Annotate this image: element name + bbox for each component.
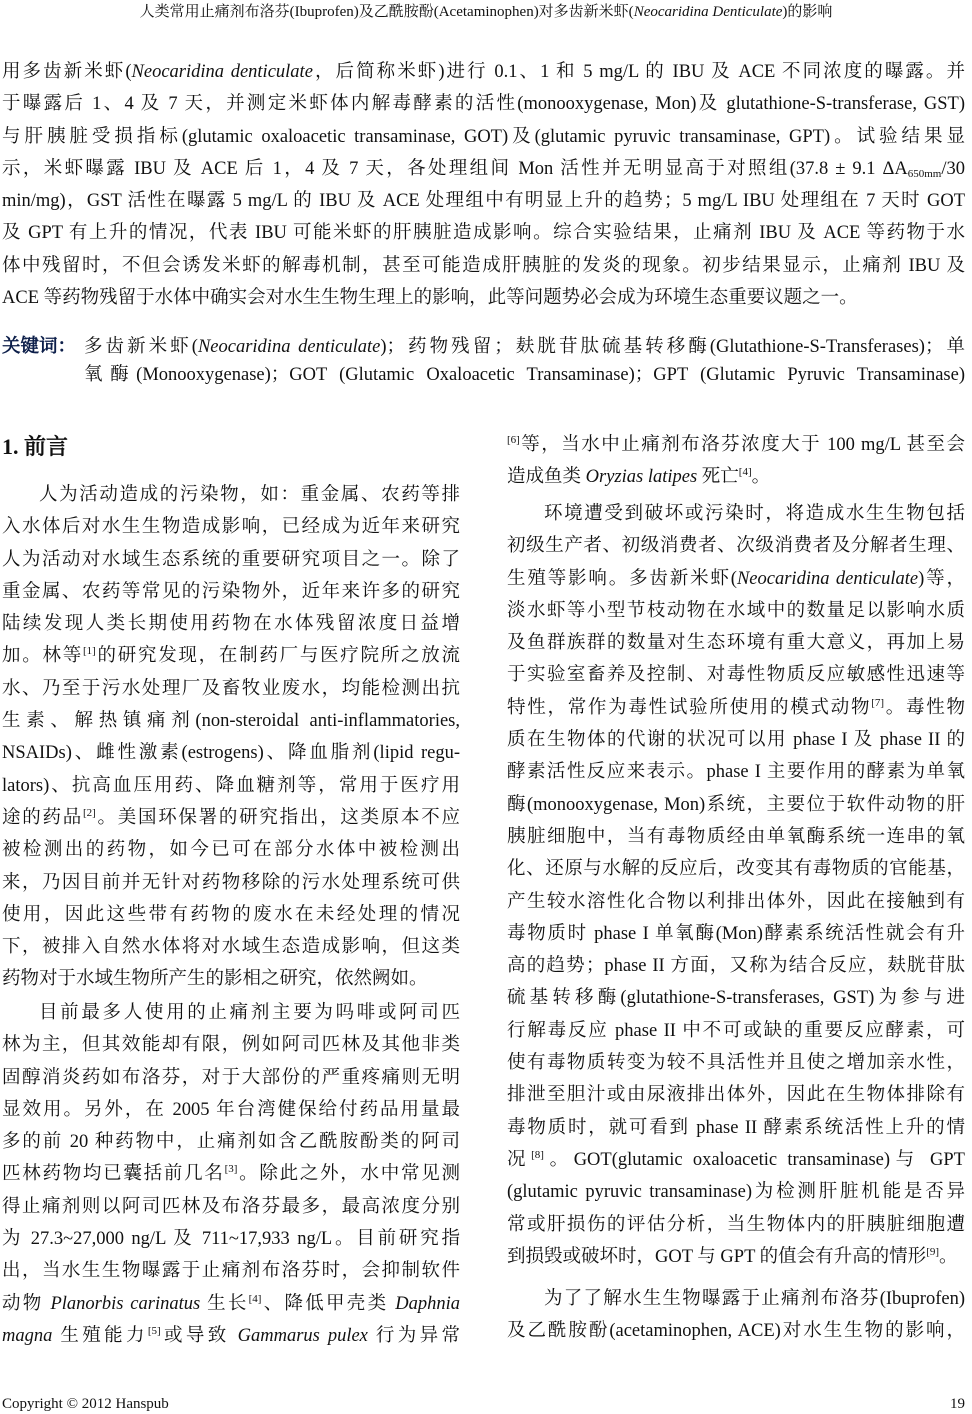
- text-span: 排泄至胆汁或由尿液排出体外，因此在生物体排除有: [507, 1085, 965, 1106]
- text-span: min/mg)，GST 活性在曝露 5 mg/L 的 IBU 及 ACE 处理组中有明显上升的趋势；5 mg/L IBU 处理组在 7 天时 GOT: [2, 191, 965, 212]
- citation-ref: [4]: [248, 1292, 262, 1305]
- text-line: [507, 756, 965, 788]
- text-span: 多的前 20 种药物中，止痛剂如含乙酰胺酚类的阿司: [2, 1132, 460, 1153]
- text-span: 入水体后对水生生物造成影响，已经成为近年来研究: [2, 517, 460, 538]
- citation-ref: [3]: [224, 1163, 238, 1176]
- text-span: 下，被排入自然水体将对水域生态造成影响，但这类: [2, 937, 460, 958]
- text-line: [2, 673, 460, 705]
- text-span: 。美国环保署的研究指出，这类原本不应: [95, 807, 460, 828]
- text-span: 陆续发现人类长期使用药物在水体残留浓度日益增: [2, 614, 460, 635]
- text-span: 毒物质时 phase I 单氧酶(Mon)酵素系统活性就会有升: [507, 923, 965, 944]
- text-span: 于曝露后 1、4 及 7 天，并测定米虾体内解毒酵素的活性(monooxygenase, Mon)及 glutathione-S-transferase, GST): [2, 94, 965, 115]
- text-span: 淡水虾等小型节枝动物在水域中的数量足以影响水质: [507, 600, 965, 621]
- section-title: 1. 前言: [2, 434, 69, 459]
- text-span: 及鱼群族群的数量对生态环境有重大意义，再加上易: [507, 633, 965, 654]
- paragraph-right-3: [507, 1283, 965, 1348]
- text-line: [507, 595, 965, 627]
- text-span: 生殖能力: [52, 1325, 148, 1346]
- text-line: [507, 886, 965, 918]
- text-span: 生素、解热镇痛剂(non-steroidal anti-inflammatories,: [2, 711, 460, 732]
- text-span: 、降低甲壳类: [261, 1293, 396, 1314]
- text-line: [2, 867, 460, 899]
- italic-term: Gammarus pulex: [237, 1325, 368, 1346]
- text-span: )；药物残留；麸胱苷肽硫基转移酶(Glutathione-S-Transferases)；单: [380, 337, 965, 357]
- text-span: 显效用。另外，在 2005 年台湾健保给付药品用量最: [2, 1099, 460, 1120]
- text-span: 初级生产者、初级消费者、次级消费者及分解者生理、: [507, 536, 965, 557]
- citation-ref: [7]: [871, 696, 885, 709]
- paragraph-left-1: [2, 479, 460, 996]
- text-span: 等，当水中止痛剂布洛芬浓度大于 100 mg/L 甚至会: [519, 435, 965, 455]
- text-span: 于实验室畜养及控制、对毒性物质反应敏感性迅速等: [507, 665, 965, 686]
- text-line: [507, 724, 965, 756]
- text-span: 出，当水生生物曝露于止痛剂布洛芬时，会抑制软件: [2, 1261, 460, 1282]
- text-span: 水、乃至于污水处理厂及畜牧业废水，均能检测出抗: [2, 678, 460, 699]
- text-line: [2, 608, 460, 640]
- text-line: [84, 333, 965, 361]
- text-span: 高的趋势；phase II 方面，又称为结合反应，麸胱苷肽: [507, 956, 965, 977]
- text-line: [2, 963, 460, 995]
- text-span: 硫基转移酶(glutathione-S-transferases, GST)为参与进: [507, 988, 965, 1009]
- text-line: [2, 1158, 460, 1190]
- text-line: [507, 692, 965, 724]
- text-span: 动物: [2, 1293, 51, 1314]
- text-line: [2, 88, 965, 120]
- citation-ref: [2]: [82, 806, 96, 819]
- italic-term: magna: [2, 1325, 53, 1346]
- italic-term: Daphnia: [395, 1293, 460, 1314]
- text-span: 死亡: [697, 467, 739, 488]
- text-line: [507, 1209, 965, 1241]
- text-line: [507, 1176, 965, 1208]
- text-line: [2, 1223, 460, 1255]
- text-span: 行解毒反应 phase II 中不可或缺的重要反应酵素，可: [507, 1020, 965, 1041]
- text-line: [507, 789, 965, 821]
- text-line: [2, 576, 460, 608]
- text-span: ，后简称米虾)进行 0.1、1 和 5 mg/L 的 IBU 及 ACE 不同浓度的曝露。并: [312, 62, 965, 82]
- text-line: [2, 802, 460, 834]
- text-line: [2, 250, 965, 282]
- text-line: [2, 834, 460, 866]
- text-line: [507, 1112, 965, 1144]
- text-span: )等，: [918, 568, 965, 589]
- text-span: 或导致: [160, 1325, 238, 1346]
- text-line: [507, 1144, 965, 1176]
- text-line: [507, 461, 965, 493]
- text-line: [2, 899, 460, 931]
- italic-term: Neocaridina denticulate: [197, 337, 381, 357]
- text-line: [2, 1191, 460, 1223]
- text-span: 环境遭受到破坏或污染时，将造成水生生物包括: [544, 504, 965, 524]
- text-span: (glutamic pyruvic transaminase)为检测肝脏机能是否异: [507, 1182, 965, 1203]
- italic-term: Neocaridina denticulate: [131, 62, 313, 82]
- text-line: [507, 918, 965, 950]
- italic-term: Planorbis carinatus: [50, 1293, 201, 1314]
- text-span: 常或肝损伤的评估分析，当生物体内的肝胰脏细胞遭: [507, 1214, 965, 1235]
- text-span: 目前最多人使用的止痛剂主要为吗啡或阿司匹: [39, 1003, 460, 1023]
- keywords-label: 关键词：: [2, 337, 77, 357]
- text-span: NSAIDs)、雌性激素(estrogens)、降血脂剂(lipid regu-: [2, 743, 460, 764]
- text-line: [2, 282, 965, 314]
- text-span: lators)、抗高血压用药、降血糖剂等，常用于医疗用: [2, 775, 460, 796]
- citation-ref: [9]: [926, 1245, 940, 1258]
- text-line: [507, 982, 965, 1014]
- text-span: 质在生物体的代谢的状况可以用 phase I 及 phase II 的: [507, 730, 965, 751]
- text-span: 行为异常: [367, 1325, 460, 1346]
- text-line: [507, 1079, 965, 1111]
- text-line: [2, 705, 460, 737]
- text-span: 。: [939, 1246, 958, 1267]
- text-line: [2, 931, 460, 963]
- keywords: [84, 333, 965, 389]
- text-span: 酵素活性反应来表示。phase I 主要作用的酵素为单氧: [507, 762, 965, 783]
- text-span: 为了了解水生生物曝露于止痛剂布洛芬(Ibuprofen): [544, 1289, 965, 1309]
- text-span: 的研究发现，在制药厂与医疗院所之放流: [95, 646, 460, 667]
- text-span: 与肝胰脏受损指标(glutamic oxaloacetic transaminase, GOT)及(glutamic pyruvic transaminase, GPT)。试验结果显: [2, 126, 965, 147]
- text-line: [2, 1094, 460, 1126]
- text-span: 产生较水溶性化合物以利排出体外，因此在接触到有: [507, 891, 965, 912]
- text-line: [507, 821, 965, 853]
- text-span: 造成鱼类: [507, 467, 586, 488]
- text-line: [2, 1320, 460, 1352]
- text-line: [2, 217, 965, 249]
- text-span: 林为主，但其效能却有限，例如阿司匹林及其他非类: [2, 1035, 460, 1056]
- text-span: 途的药品: [2, 807, 83, 828]
- text-span: 。毒性物: [884, 697, 965, 718]
- text-span: 匹林药物均已囊括前几名: [2, 1164, 225, 1185]
- text-span: 多齿新米虾(: [84, 337, 198, 357]
- text-span: 氧酶(Monooxygenase)；GOT (Glutamic Oxaloacetic Transaminase)；GPT (Glutamic Pyruvic Transaminase): [84, 365, 965, 385]
- text-line: [507, 530, 965, 562]
- citation-ref: [6]: [507, 434, 520, 446]
- text-line: [2, 640, 460, 672]
- text-span: 到损毁或破坏时，GOT 与 GPT 的值会有升高的情形: [507, 1246, 927, 1267]
- citation-ref: [4]: [738, 466, 752, 479]
- text-span: 体中残留时，不但会诱发米虾的解毒机制，甚至可能造成肝胰脏的发炎的现象。初步结果显示，止痛剂 IBU 及: [2, 255, 965, 276]
- text-line: [2, 544, 460, 576]
- text-span: 及 GPT 有上升的情况，代表 IBU 可能米虾的肝胰脏造成影响。综合实验结果，止痛剂 IBU 及 ACE 等药物于水: [2, 223, 965, 244]
- text-span: 。: [751, 467, 771, 488]
- text-span: 酶(monooxygenase, Mon)系统，主要位于软件动物的肝: [507, 794, 965, 815]
- paragraph-right-2: [507, 498, 965, 1273]
- text-line: [507, 627, 965, 659]
- text-span: 特性，常作为毒性试验所使用的模式动物: [507, 697, 872, 718]
- citation-ref: [8]: [531, 1148, 544, 1161]
- text-line: [507, 498, 965, 530]
- text-span: 示，米虾曝露 IBU 及 ACE 后 1，4 及 7 天，各处理组间 Mon 活性并无明显高于对照组(37.8 ± 9.1 ΔA: [2, 158, 908, 179]
- text-line: [507, 659, 965, 691]
- text-line: [2, 737, 460, 769]
- text-line: [2, 1255, 460, 1287]
- text-span: 人为活动对水域生态系统的重要研究项目之一。除了: [2, 549, 460, 570]
- text-line: [2, 1288, 460, 1320]
- text-line: [2, 56, 965, 88]
- italic-term: Neocaridina denticulate: [736, 568, 919, 589]
- abstract: [2, 56, 965, 314]
- text-span: 使有毒物质转变为较不具活性并且使之增加亲水性，: [507, 1053, 965, 1074]
- text-span: 化、还原与水解的反应后，改变其有毒物质的官能基，: [507, 859, 965, 880]
- text-line: [2, 1062, 460, 1094]
- text-span: 。GOT(glutamic oxaloacetic transaminase)与 GPT: [543, 1149, 965, 1170]
- text-line: [507, 429, 965, 461]
- citation-ref: [1]: [82, 645, 96, 658]
- text-span: /30: [941, 158, 965, 179]
- text-span: 毒物质时，就可看到 phase II 酵素系统活性上升的情: [507, 1117, 965, 1138]
- running-header: 人类常用止痛剂布洛芬(Ibuprofen)及乙酰胺酚(Acetaminophen)对多齿新米虾(Neocaridina Denticulate)的影响: [139, 4, 833, 20]
- text-span: 生殖等影响。多齿新米虾(: [507, 568, 737, 589]
- text-line: [2, 511, 460, 543]
- text-line: [507, 1015, 965, 1047]
- italic-term: Oryzias latipes: [585, 467, 698, 488]
- text-line: [2, 479, 460, 511]
- text-line: [2, 1126, 460, 1158]
- text-span: 。除此之外，水中常见测: [237, 1164, 460, 1185]
- text-line: [2, 770, 460, 802]
- text-line: [507, 1283, 965, 1315]
- text-span: 及乙酰胺酚(acetaminophen, ACE)对水生生物的影响，: [507, 1321, 965, 1342]
- text-span: 被检测出的药物，如今已可在部分水体中被检测出: [2, 840, 460, 861]
- text-line: [2, 121, 965, 153]
- text-span: 生长: [200, 1293, 249, 1314]
- text-span: 药物对于水域生物所产生的影相之研究，依然阙如。: [2, 969, 428, 990]
- paragraph-left-2: [2, 997, 460, 1352]
- text-span: 为 27.3~27,000 ng/L 及 711~17,933 ng/L。目前研究指: [2, 1229, 460, 1250]
- citation-ref: [5]: [147, 1324, 161, 1337]
- text-span: 重金属、农药等常见的污染物外，近年来许多的研究: [2, 581, 460, 602]
- page-number: 19: [950, 1396, 965, 1412]
- text-span: 得止痛剂则以阿司匹林及布洛芬最多，最高浓度分别: [2, 1196, 460, 1217]
- text-span: 人为活动造成的污染物，如：重金属、农药等排: [39, 485, 460, 505]
- text-line: [2, 1029, 460, 1061]
- text-line: [507, 1047, 965, 1079]
- text-line: [507, 950, 965, 982]
- text-span: 来，乃因目前并无针对药物移除的污水处理系统可供: [2, 872, 460, 893]
- subscript: 650mm: [907, 167, 942, 180]
- text-line: [507, 1241, 965, 1273]
- footer-copyright: Copyright © 2012 Hanspub: [2, 1396, 169, 1412]
- text-line: [2, 185, 965, 217]
- text-line: [507, 853, 965, 885]
- text-line: [84, 361, 965, 389]
- text-line: [507, 1315, 965, 1347]
- text-span: 胰脏细胞中，当有毒物质经由单氧酶系统一连串的氧: [507, 826, 965, 847]
- text-line: [507, 563, 965, 595]
- text-span: ACE 等药物残留于水体中确实会对水生生物生理上的影响，此等问题势必会成为环境生态重要议题之一。: [2, 288, 858, 309]
- text-line: [2, 153, 965, 185]
- text-span: 况: [507, 1149, 532, 1170]
- paragraph-right-1: [507, 429, 965, 494]
- text-span: 使用，因此这些带有药物的废水在未经处理的情况: [2, 904, 460, 925]
- text-span: 固醇消炎药如布洛芬，对于大部份的严重疼痛则无明: [2, 1067, 460, 1088]
- text-span: 用多齿新米虾(: [2, 62, 132, 82]
- text-span: 加。林等: [2, 646, 83, 667]
- text-line: [2, 997, 460, 1029]
